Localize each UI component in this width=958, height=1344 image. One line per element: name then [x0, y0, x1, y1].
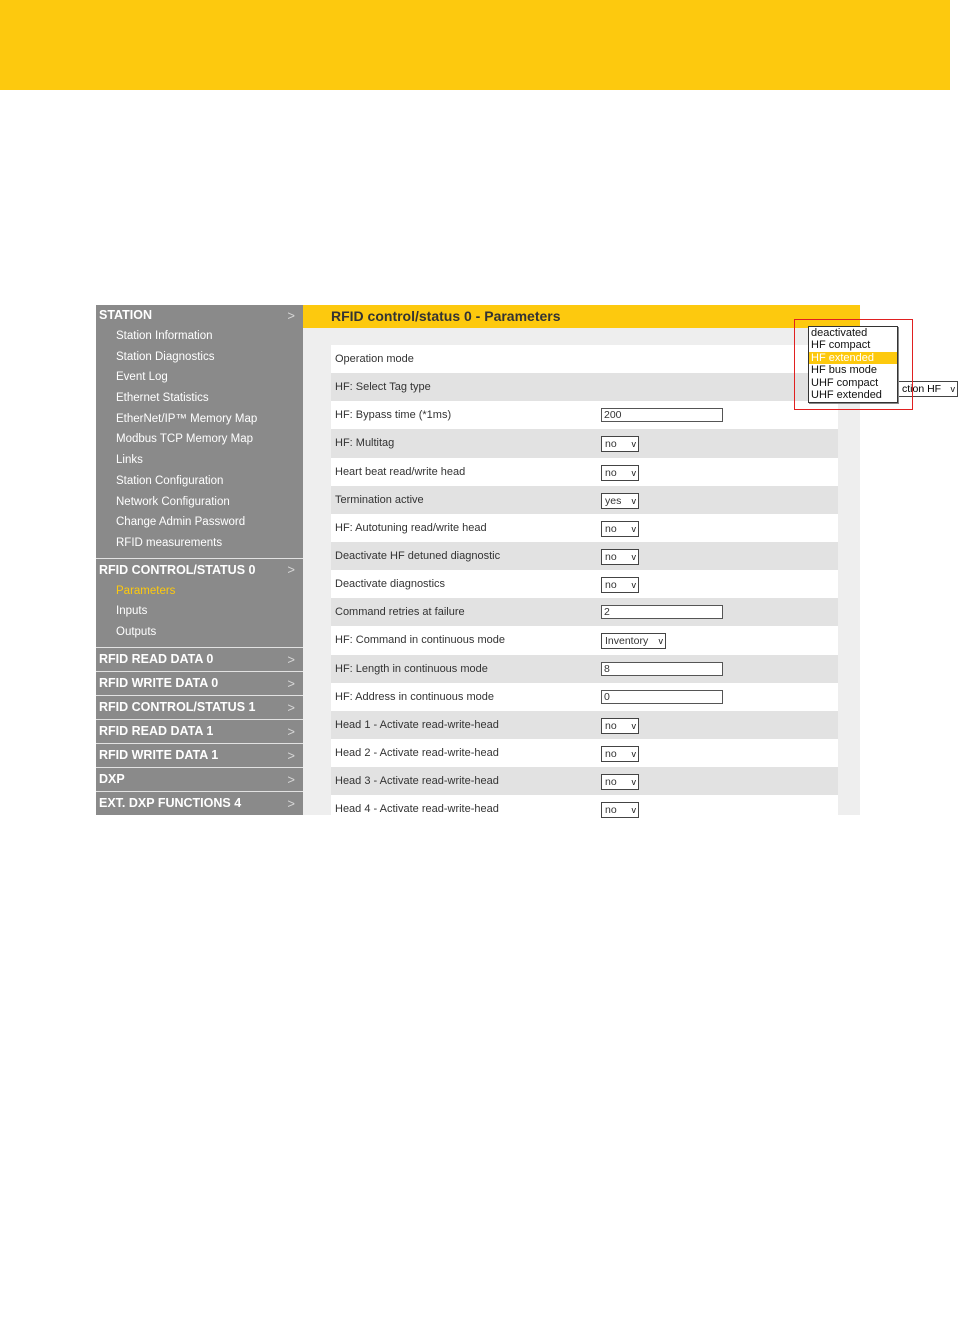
chevron-right-icon: > [287, 675, 295, 691]
top-banner [0, 0, 950, 90]
table-row-heart-beat [331, 458, 838, 486]
select-value: no [605, 522, 617, 535]
table-row-operation-mode [331, 345, 838, 373]
main-panel [303, 305, 955, 817]
row-label: HF: Select Tag type [335, 381, 431, 394]
sidebar-item-change-admin-password[interactable]: Change Admin Password [116, 516, 246, 529]
row-label: Command retries at failure [335, 606, 465, 619]
heart-beat-select[interactable] [601, 465, 639, 481]
multitag-select[interactable] [601, 436, 639, 452]
sidebar-item-parameters[interactable]: Parameters [116, 584, 176, 597]
table-row-autotuning [331, 514, 838, 542]
chevron-down-icon: v [631, 805, 636, 816]
command-continuous-select[interactable] [601, 633, 666, 649]
sidebar-section-label: RFID CONTROL/STATUS 1 [99, 699, 256, 714]
head-2-select[interactable] [601, 746, 639, 762]
chevron-down-icon: v [631, 495, 636, 506]
row-label: HF: Address in continuous mode [335, 690, 494, 703]
select-value: no [605, 719, 617, 732]
chevron-right-icon: > [287, 771, 295, 787]
chevron-down-icon: v [631, 523, 636, 534]
chevron-down-icon: v [658, 636, 663, 647]
sidebar-item-modbus-tcp-memory-map[interactable]: Modbus TCP Memory Map [116, 433, 253, 446]
table-row-head-2 [331, 739, 838, 767]
chevron-down-icon: v [950, 384, 955, 394]
dropdown-option-hf-compact[interactable]: HF compact [811, 339, 871, 352]
chevron-right-icon: > [287, 561, 295, 577]
dropdown-option-uhf-compact[interactable]: UHF compact [811, 376, 879, 389]
head-4-select[interactable] [601, 802, 639, 818]
table-row-head-4 [331, 795, 838, 823]
row-label: Termination active [335, 493, 424, 506]
table-row-head-3 [331, 767, 838, 795]
dropdown-option-deactivated[interactable]: deactivated [811, 327, 868, 339]
chevron-down-icon: v [631, 720, 636, 731]
sidebar-item-outputs[interactable]: Outputs [116, 625, 157, 638]
table-row-command-retries [331, 598, 838, 626]
sidebar-section-rfid-write-data-0[interactable] [96, 671, 303, 695]
row-label: HF: Bypass time (*1ms) [335, 409, 452, 422]
chevron-down-icon: v [631, 467, 636, 478]
sidebar-section-dxp[interactable] [96, 767, 303, 791]
select-value: yes [605, 494, 622, 507]
sidebar-section-rfid-write-data-1[interactable] [96, 743, 303, 767]
table-row-command-continuous [331, 626, 838, 654]
sidebar-section-label: EXT. DXP FUNCTIONS 4 [99, 795, 242, 810]
web-interface-screenshot [96, 305, 955, 817]
sidebar-section-label: RFID CONTROL/STATUS 0 [99, 562, 256, 577]
sidebar-item-network-configuration[interactable]: Network Configuration [116, 495, 230, 508]
dropdown-option-hf-bus-mode[interactable]: HF bus mode [811, 364, 878, 377]
command-retries-input[interactable]: 2 [601, 605, 723, 619]
row-label: HF: Autotuning read/write head [335, 521, 487, 534]
row-label: Deactivate HF detuned diagnostic [335, 549, 501, 562]
chevron-down-icon: v [631, 580, 636, 591]
chevron-down-icon: v [631, 439, 636, 450]
dropdown-option-hf-extended[interactable]: HF extended [809, 352, 897, 364]
sidebar-section-label: RFID READ DATA 1 [99, 723, 214, 738]
sidebar-item-station-information[interactable]: Station Information [116, 330, 213, 342]
parameters-table [331, 345, 838, 823]
table-row-select-tag-type [331, 373, 838, 401]
sidebar-section-station[interactable] [96, 305, 303, 326]
sidebar-section-label: RFID WRITE DATA 0 [99, 675, 219, 690]
sidebar-item-station-diagnostics[interactable]: Station Diagnostics [116, 350, 215, 363]
chevron-right-icon: > [287, 308, 295, 323]
table-row-length-continuous [331, 655, 838, 683]
sidebar-section-label: RFID WRITE DATA 1 [99, 747, 219, 762]
sidebar-item-ethernet-ip-memory-map[interactable]: EtherNet/IP™ Memory Map [116, 412, 258, 425]
deactivate-hf-detuned-select[interactable] [601, 549, 639, 565]
sidebar-section-label: DXP [99, 771, 125, 786]
chevron-down-icon: v [631, 777, 636, 788]
row-label: Head 2 - Activate read-write-head [335, 746, 499, 759]
table-row-address-continuous [331, 683, 838, 711]
row-label: HF: Multitag [335, 437, 395, 450]
dropdown-option-uhf-extended[interactable]: UHF extended [811, 388, 882, 401]
deactivate-diagnostics-select[interactable] [601, 577, 639, 593]
address-continuous-input[interactable]: 0 [601, 690, 723, 704]
sidebar-item-rfid-measurements[interactable]: RFID measurements [116, 536, 223, 549]
sidebar-item-event-log[interactable]: Event Log [116, 371, 168, 384]
sidebar-item-station-configuration[interactable]: Station Configuration [116, 474, 224, 487]
chevron-right-icon: > [287, 795, 295, 811]
table-row-bypass-time [331, 401, 838, 429]
length-continuous-input[interactable]: 8 [601, 662, 723, 676]
sidebar-section-label: RFID READ DATA 0 [99, 651, 214, 666]
row-label: HF: Length in continuous mode [335, 662, 488, 675]
select-value: ction HF [902, 383, 942, 395]
table-row-head-1 [331, 711, 838, 739]
chevron-right-icon: > [287, 651, 295, 667]
chevron-down-icon: v [631, 748, 636, 759]
select-value: Inventory [605, 635, 649, 648]
select-value: no [605, 776, 617, 789]
row-label: Head 1 - Activate read-write-head [335, 718, 499, 731]
select-value: no [605, 747, 617, 760]
sidebar-section-rfid-read-data-1[interactable] [96, 719, 303, 743]
select-value: no [605, 438, 617, 451]
sidebar-item-inputs[interactable]: Inputs [116, 605, 148, 618]
sidebar-section-rfid-control-status-0[interactable] [96, 558, 303, 581]
bypass-time-input[interactable]: 200 [601, 408, 723, 422]
row-label: Heart beat read/write head [335, 465, 466, 478]
termination-active-select[interactable] [601, 493, 639, 509]
table-row-multitag [331, 429, 838, 457]
chevron-right-icon: > [287, 747, 295, 763]
select-value: no [605, 579, 617, 592]
row-label: Deactivate diagnostics [335, 578, 446, 591]
head-1-select[interactable] [601, 718, 639, 734]
row-label: HF: Command in continuous mode [335, 634, 505, 647]
chevron-down-icon: v [631, 551, 636, 562]
chevron-right-icon: > [287, 723, 295, 739]
row-label: Head 3 - Activate read-write-head [335, 775, 499, 788]
select-value: no [605, 466, 617, 479]
autotuning-select[interactable] [601, 521, 639, 537]
select-value: no [605, 804, 617, 817]
sidebar-section-label: STATION [99, 308, 153, 322]
head-3-select[interactable] [601, 774, 639, 790]
highlight-frame [794, 319, 913, 410]
sidebar-section-ext-dxp-functions-4[interactable] [96, 791, 303, 815]
select-value: no [605, 550, 617, 563]
table-row-deactivate-diagnostics [331, 570, 838, 598]
sidebar-item-links[interactable]: Links [116, 454, 143, 467]
sidebar-nav [96, 305, 303, 815]
chevron-right-icon: > [287, 699, 295, 715]
sidebar-section-rfid-read-data-0[interactable] [96, 647, 303, 671]
sidebar-item-ethernet-statistics[interactable]: Ethernet Statistics [116, 392, 209, 405]
row-label: Head 4 - Activate read-write-head [335, 803, 499, 816]
table-row-termination-active [331, 486, 838, 514]
table-row-deactivate-hf-detuned [331, 542, 838, 570]
row-label: Operation mode [335, 353, 414, 365]
page-title: RFID control/status 0 - Parameters [303, 305, 860, 328]
sidebar-section-rfid-control-status-1[interactable] [96, 695, 303, 719]
